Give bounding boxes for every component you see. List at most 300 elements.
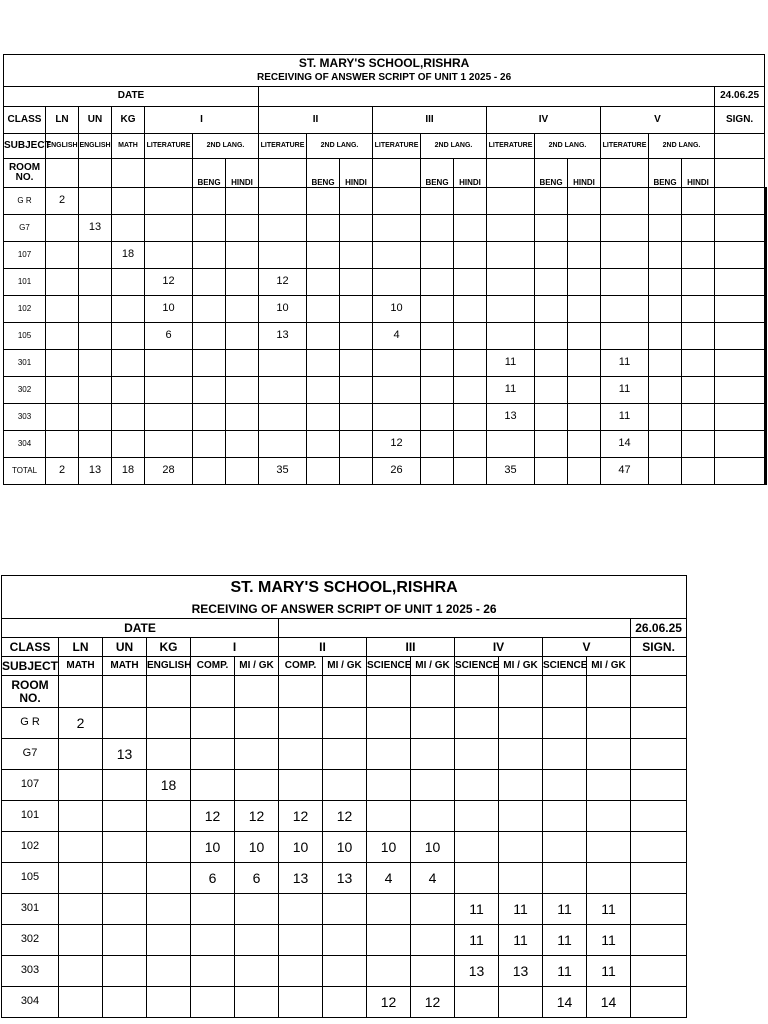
script-count-cell (601, 242, 649, 269)
script-count-cell (193, 296, 226, 323)
script-count-cell (226, 350, 259, 377)
script-count-cell (46, 323, 79, 350)
script-count-cell (367, 956, 411, 987)
script-count-cell (411, 801, 455, 832)
script-count-cell (112, 215, 145, 242)
script-count-cell: 2 (59, 708, 103, 739)
subject-v-2nd-lang: 2ND LANG. (649, 134, 715, 159)
script-count-cell (259, 377, 307, 404)
script-count-cell: 11 (601, 377, 649, 404)
script-count-cell (649, 458, 682, 485)
subject-label: SUBJECT (4, 134, 46, 159)
script-count-cell (766, 296, 767, 323)
script-count-cell (59, 925, 103, 956)
script-count-cell (543, 801, 587, 832)
table-row (4, 296, 767, 323)
script-count-cell (226, 377, 259, 404)
script-count-cell (766, 323, 767, 350)
script-count-cell (103, 863, 147, 894)
script-count-cell (145, 404, 193, 431)
script-count-cell (46, 404, 79, 431)
script-count-cell (543, 739, 587, 770)
script-count-cell (487, 269, 535, 296)
script-count-cell (649, 404, 682, 431)
script-count-cell (373, 242, 421, 269)
script-count-cell: 11 (487, 377, 535, 404)
script-count-cell: 14 (543, 987, 587, 1018)
hindi-label: HINDI (454, 159, 487, 188)
room-no-label: ROOM NO. (2, 676, 59, 708)
date-label: DATE (4, 87, 259, 107)
script-count-cell (543, 832, 587, 863)
script-count-cell (421, 377, 454, 404)
class-label: CLASS (4, 107, 46, 134)
script-count-cell (543, 863, 587, 894)
script-count-cell: 11 (543, 894, 587, 925)
script-count-cell (411, 739, 455, 770)
script-count-cell (226, 323, 259, 350)
script-count-cell: 12 (373, 431, 421, 458)
script-count-cell: 11 (455, 894, 499, 925)
script-count-cell: 18 (112, 458, 145, 485)
subject-cell: SCIENCE (543, 657, 587, 676)
table-row (4, 242, 767, 269)
script-count-cell (307, 296, 340, 323)
script-count-cell (112, 404, 145, 431)
script-count-cell (145, 215, 193, 242)
script-count-cell (568, 404, 601, 431)
room-number: 304 (4, 431, 46, 458)
class-i: I (191, 638, 279, 657)
script-count-cell (766, 431, 767, 458)
class-ii: II (259, 107, 373, 134)
script-count-cell (59, 863, 103, 894)
script-count-cell (587, 739, 631, 770)
script-count-cell (715, 404, 765, 431)
total-row (4, 458, 767, 485)
script-count-cell: 12 (145, 269, 193, 296)
script-count-cell (499, 739, 543, 770)
sheet-subtitle: RECEIVING OF ANSWER SCRIPT OF UNIT 1 2025 - 26 (4, 71, 765, 87)
script-count-cell (46, 431, 79, 458)
room-number: 101 (4, 269, 46, 296)
script-count-cell (340, 377, 373, 404)
script-count-cell (373, 404, 421, 431)
subject-cell: MI / GK (587, 657, 631, 676)
script-count-cell (46, 296, 79, 323)
script-count-cell (535, 458, 568, 485)
script-count-cell (226, 296, 259, 323)
script-count-cell: 11 (543, 956, 587, 987)
subject-cell: SCIENCE (367, 657, 411, 676)
sign-cell (631, 657, 687, 676)
room-no-label: ROOM NO. (4, 159, 46, 188)
script-count-cell (649, 323, 682, 350)
script-count-cell (587, 863, 631, 894)
script-count-cell (535, 377, 568, 404)
script-count-cell (307, 215, 340, 242)
script-count-cell (191, 956, 235, 987)
script-count-cell (59, 956, 103, 987)
script-count-cell (568, 350, 601, 377)
table-row (2, 801, 687, 832)
script-count-cell: 10 (145, 296, 193, 323)
script-count-cell (649, 188, 682, 215)
table-row (4, 269, 767, 296)
script-count-cell (568, 431, 601, 458)
script-count-cell: 11 (587, 925, 631, 956)
sign-cell (715, 134, 765, 159)
script-count-cell (682, 458, 715, 485)
script-count-cell: 13 (259, 323, 307, 350)
room-number: 107 (4, 242, 46, 269)
script-count-cell (535, 215, 568, 242)
script-count-cell (682, 431, 715, 458)
script-count-cell (487, 323, 535, 350)
table-row (4, 377, 767, 404)
script-count-cell (455, 801, 499, 832)
script-count-cell (454, 269, 487, 296)
script-count-cell: 11 (499, 894, 543, 925)
date-label: DATE (2, 619, 279, 638)
script-count-cell: 28 (145, 458, 193, 485)
script-count-cell (147, 956, 191, 987)
script-count-cell (193, 323, 226, 350)
script-count-cell (59, 894, 103, 925)
script-count-cell (226, 215, 259, 242)
script-count-cell (535, 323, 568, 350)
script-count-cell: 26 (373, 458, 421, 485)
subject-cell: MI / GK (235, 657, 279, 676)
class-v: V (543, 638, 631, 657)
script-count-cell (421, 323, 454, 350)
script-count-cell (235, 956, 279, 987)
script-count-cell (112, 188, 145, 215)
script-count-cell (112, 431, 145, 458)
class-iv: IV (487, 107, 601, 134)
script-count-cell (340, 350, 373, 377)
class-iii: III (367, 638, 455, 657)
script-count-cell: 10 (367, 832, 411, 863)
script-count-cell (568, 242, 601, 269)
script-count-cell: 10 (191, 832, 235, 863)
script-count-cell (421, 215, 454, 242)
room-number: G R (4, 188, 46, 215)
room-number: 301 (4, 350, 46, 377)
class-iv: IV (455, 638, 543, 657)
script-count-cell (499, 770, 543, 801)
script-count-cell (601, 269, 649, 296)
script-count-cell (145, 377, 193, 404)
script-count-cell (147, 987, 191, 1018)
room-number: 301 (2, 894, 59, 925)
room-number: 302 (4, 377, 46, 404)
script-count-cell (103, 956, 147, 987)
script-count-cell (601, 188, 649, 215)
script-count-cell (147, 801, 191, 832)
script-count-cell (147, 925, 191, 956)
script-count-cell (259, 431, 307, 458)
script-count-cell (411, 770, 455, 801)
room-number: G R (2, 708, 59, 739)
script-count-cell (568, 323, 601, 350)
script-count-cell (235, 739, 279, 770)
room-number: 102 (4, 296, 46, 323)
table-row (4, 350, 767, 377)
script-count-cell (715, 377, 765, 404)
script-count-cell (543, 708, 587, 739)
script-count-cell (421, 431, 454, 458)
script-count-cell: 35 (259, 458, 307, 485)
script-count-cell (259, 215, 307, 242)
subject-kg: MATH (112, 134, 145, 159)
script-count-cell (631, 832, 687, 863)
script-count-cell (454, 215, 487, 242)
script-count-cell (279, 925, 323, 956)
room-rows (4, 188, 767, 485)
beng-label: BENG (421, 159, 454, 188)
script-count-cell (682, 377, 715, 404)
script-count-cell (145, 188, 193, 215)
table-row (2, 925, 687, 956)
script-count-cell (235, 770, 279, 801)
script-count-cell (226, 431, 259, 458)
script-count-cell: 12 (259, 269, 307, 296)
script-count-cell (499, 863, 543, 894)
script-count-cell (766, 404, 767, 431)
script-count-cell (649, 296, 682, 323)
subject-cell: COMP. (191, 657, 235, 676)
script-count-cell (103, 708, 147, 739)
sheet-subtitle: RECEIVING OF ANSWER SCRIPT OF UNIT 1 2025 - 26 (2, 600, 687, 619)
script-count-cell: 6 (191, 863, 235, 894)
script-count-cell (601, 215, 649, 242)
script-count-cell (323, 894, 367, 925)
script-count-cell (79, 431, 112, 458)
script-count-cell (543, 770, 587, 801)
room-number: 304 (2, 987, 59, 1018)
class-kg: KG (112, 107, 145, 134)
script-count-cell (103, 801, 147, 832)
script-count-cell (455, 708, 499, 739)
script-count-cell (193, 215, 226, 242)
table-row (2, 832, 687, 863)
script-count-cell (421, 269, 454, 296)
script-count-cell: 11 (587, 894, 631, 925)
script-count-cell (340, 215, 373, 242)
script-count-cell (454, 458, 487, 485)
script-count-cell (682, 215, 715, 242)
script-count-cell: 4 (373, 323, 421, 350)
beng-label: BENG (649, 159, 682, 188)
script-count-cell (147, 832, 191, 863)
script-count-cell (193, 458, 226, 485)
script-count-cell (226, 404, 259, 431)
table-row (2, 987, 687, 1018)
subject-cell: MI / GK (323, 657, 367, 676)
script-count-cell (682, 242, 715, 269)
script-count-cell (59, 801, 103, 832)
script-count-cell (79, 242, 112, 269)
sign-label: SIGN. (715, 107, 765, 134)
script-count-cell (226, 188, 259, 215)
answer-script-register-table-2 (1, 575, 687, 1018)
script-count-cell (46, 350, 79, 377)
script-count-cell (103, 832, 147, 863)
script-count-cell (59, 770, 103, 801)
script-count-cell (367, 739, 411, 770)
subject-cell: MI / GK (499, 657, 543, 676)
script-count-cell (766, 377, 767, 404)
script-count-cell (340, 323, 373, 350)
script-count-cell (766, 458, 767, 485)
subject-label: SUBJECT (2, 657, 59, 676)
script-count-cell: 13 (79, 215, 112, 242)
script-count-cell (454, 431, 487, 458)
room-number: G7 (2, 739, 59, 770)
script-count-cell (79, 404, 112, 431)
script-count-cell (373, 215, 421, 242)
script-count-cell (499, 832, 543, 863)
table-row (4, 404, 767, 431)
script-count-cell (147, 739, 191, 770)
script-count-cell (103, 894, 147, 925)
script-count-cell (631, 894, 687, 925)
script-count-cell (421, 242, 454, 269)
script-count-cell (340, 269, 373, 296)
script-count-cell: 10 (323, 832, 367, 863)
script-count-cell (340, 242, 373, 269)
script-count-cell (535, 296, 568, 323)
script-count-cell: 11 (499, 925, 543, 956)
script-count-cell (59, 987, 103, 1018)
script-count-cell (193, 188, 226, 215)
script-count-cell (535, 404, 568, 431)
script-count-cell: 4 (411, 863, 455, 894)
script-count-cell (191, 925, 235, 956)
script-count-cell (631, 739, 687, 770)
script-count-cell (631, 801, 687, 832)
script-count-cell (279, 956, 323, 987)
script-count-cell (568, 215, 601, 242)
script-count-cell (367, 770, 411, 801)
table-row (4, 323, 767, 350)
script-count-cell: 4 (367, 863, 411, 894)
script-count-cell (193, 350, 226, 377)
script-count-cell (766, 188, 767, 215)
script-count-cell (715, 242, 765, 269)
subject-cell: SCIENCE (455, 657, 499, 676)
table-row (2, 739, 687, 770)
room-number: 107 (2, 770, 59, 801)
script-count-cell (367, 925, 411, 956)
script-count-cell (145, 242, 193, 269)
script-count-cell (487, 242, 535, 269)
hindi-label: HINDI (568, 159, 601, 188)
script-count-cell (682, 350, 715, 377)
script-count-cell (766, 215, 767, 242)
script-count-cell (535, 350, 568, 377)
script-count-cell (112, 296, 145, 323)
script-count-cell: 12 (191, 801, 235, 832)
script-count-cell (373, 377, 421, 404)
script-count-cell (649, 377, 682, 404)
script-count-cell (715, 458, 765, 485)
script-count-cell: 13 (279, 863, 323, 894)
subject-un: ENGLISH (79, 134, 112, 159)
school-name: ST. MARY'S SCHOOL,RISHRA (2, 576, 687, 601)
script-count-cell (279, 894, 323, 925)
script-count-cell (307, 242, 340, 269)
script-count-cell (587, 801, 631, 832)
script-count-cell (568, 269, 601, 296)
subject-ii-literature: LITERATURE (259, 134, 307, 159)
script-count-cell (103, 770, 147, 801)
subject-ln: ENGLISH (46, 134, 79, 159)
script-count-cell (307, 350, 340, 377)
script-count-cell: 47 (601, 458, 649, 485)
room-number: G7 (4, 215, 46, 242)
script-count-cell (454, 188, 487, 215)
script-count-cell: 12 (323, 801, 367, 832)
script-count-cell (145, 431, 193, 458)
script-count-cell (59, 739, 103, 770)
script-count-cell (373, 188, 421, 215)
script-count-cell (455, 832, 499, 863)
script-count-cell: 11 (487, 350, 535, 377)
script-count-cell (307, 269, 340, 296)
script-count-cell (535, 431, 568, 458)
script-count-cell (487, 296, 535, 323)
script-count-cell (307, 458, 340, 485)
script-count-cell (367, 708, 411, 739)
script-count-cell (340, 431, 373, 458)
script-count-cell (323, 987, 367, 1018)
script-count-cell (454, 350, 487, 377)
script-count-cell (235, 987, 279, 1018)
script-count-cell (340, 458, 373, 485)
script-count-cell (535, 242, 568, 269)
script-count-cell: 11 (543, 925, 587, 956)
room-number: 105 (4, 323, 46, 350)
script-count-cell (454, 242, 487, 269)
script-count-cell (112, 377, 145, 404)
script-count-cell (193, 242, 226, 269)
script-count-cell (191, 708, 235, 739)
script-count-cell (193, 377, 226, 404)
script-count-cell (259, 188, 307, 215)
script-count-cell (454, 404, 487, 431)
script-count-cell (235, 708, 279, 739)
script-count-cell: 18 (112, 242, 145, 269)
class-v: V (601, 107, 715, 134)
script-count-cell (421, 458, 454, 485)
hindi-label: HINDI (226, 159, 259, 188)
script-count-cell (147, 708, 191, 739)
script-count-cell (259, 404, 307, 431)
subject-cell: MI / GK (411, 657, 455, 676)
script-count-cell (235, 925, 279, 956)
script-count-cell (323, 770, 367, 801)
script-count-cell (193, 269, 226, 296)
script-count-cell (59, 832, 103, 863)
script-count-cell (682, 188, 715, 215)
script-count-cell (601, 296, 649, 323)
date-spacer (259, 87, 715, 107)
script-count-cell (79, 377, 112, 404)
script-count-cell (411, 708, 455, 739)
script-count-cell (421, 188, 454, 215)
